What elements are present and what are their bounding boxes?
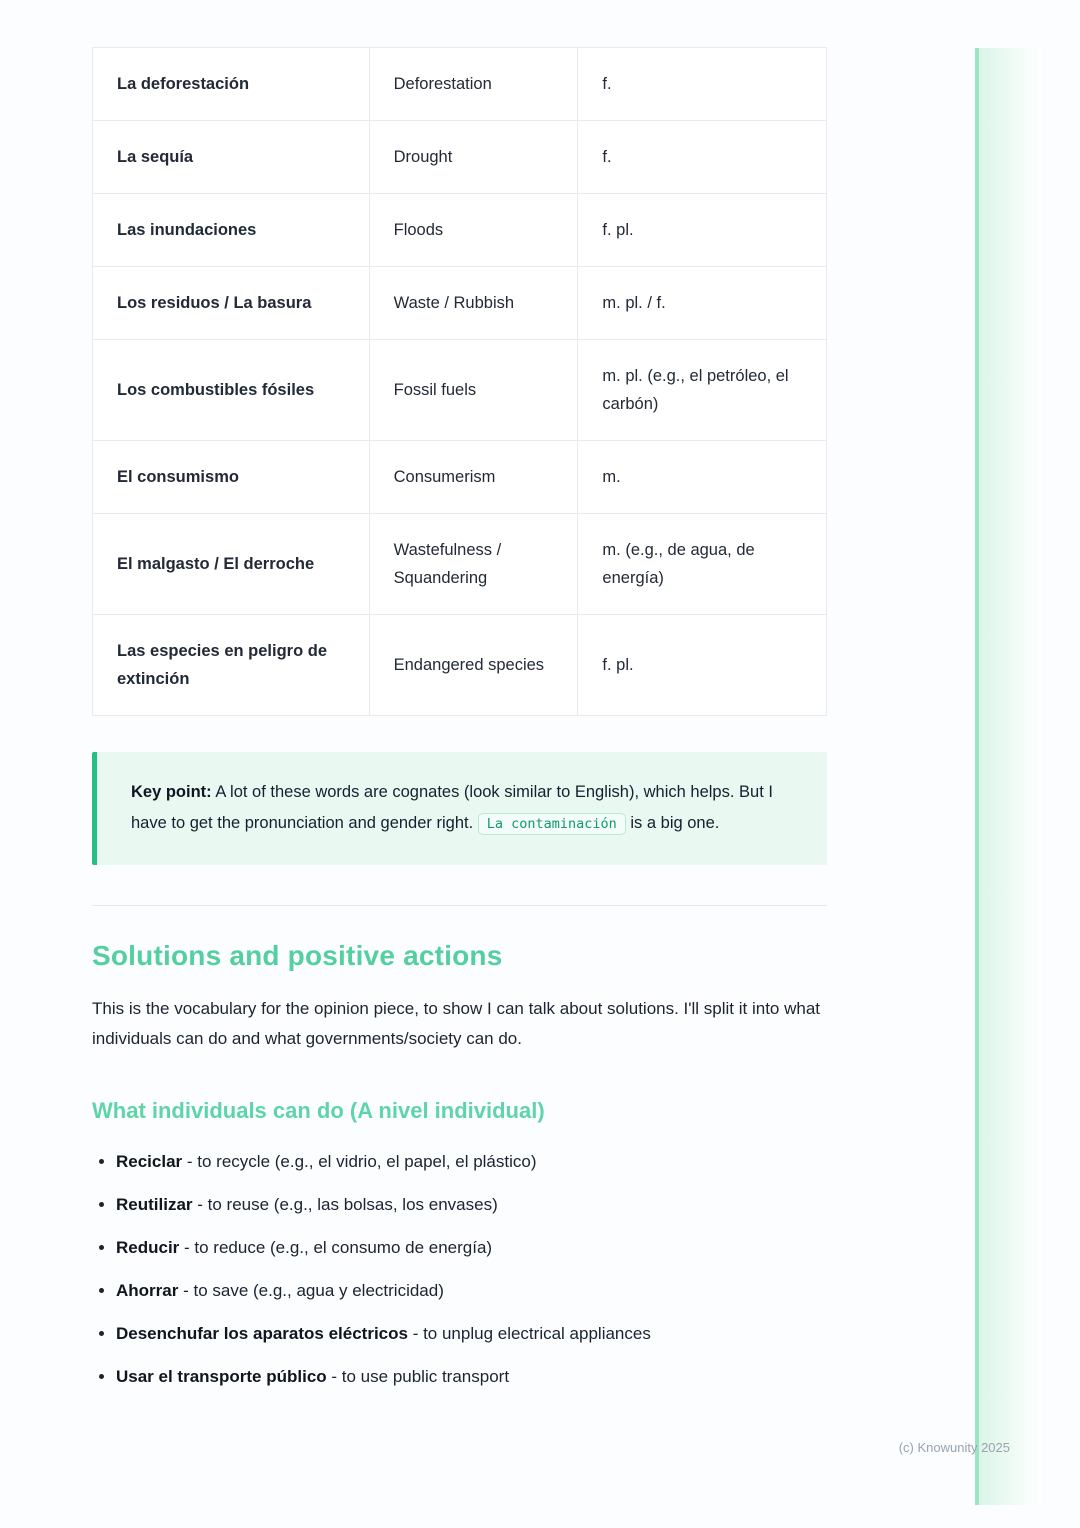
individual-actions-list [92, 1150, 827, 1389]
vocab-gender: f. [578, 48, 827, 121]
key-point-text [131, 777, 797, 840]
vocab-translation: Waste / Rubbish [369, 267, 578, 340]
page-edge-gradient [979, 48, 1041, 1505]
copyright-footer: (c) Knowunity 2025 [898, 1440, 1010, 1455]
section-divider [92, 905, 827, 906]
table-row [93, 615, 827, 716]
table-row [93, 441, 827, 514]
bullet-text: - to reuse (e.g., las bolsas, los envases) [192, 1195, 498, 1214]
bullet-term: Ahorrar [116, 1281, 179, 1300]
bullet-text: - to save (e.g., agua y electricidad) [178, 1281, 444, 1300]
vocab-term: Las inundaciones [93, 194, 370, 267]
section-intro-paragraph: This is the vocabulary for the opinion piece, to show I can talk about solutions. I'll split it into what individuals can do and what governments/society can do. [92, 999, 821, 1048]
vocab-term: Las especies en peligro de extinción [93, 615, 370, 716]
table-row [93, 48, 827, 121]
bullet-text: - to use public transport [326, 1367, 510, 1386]
vocab-gender: f. [578, 121, 827, 194]
vocab-gender: f. pl. [578, 615, 827, 716]
table-row [93, 340, 827, 441]
vocab-translation: Consumerism [369, 441, 578, 514]
vocab-translation: Endangered species [369, 615, 578, 716]
vocab-term: Los residuos / La basura [93, 267, 370, 340]
table-row [93, 121, 827, 194]
table-row [93, 267, 827, 340]
vocab-gender: m. (e.g., de agua, de energía) [578, 514, 827, 615]
vocab-gender: m. pl. / f. [578, 267, 827, 340]
vocab-translation: Wastefulness / Squandering [369, 514, 578, 615]
list-item [116, 1322, 827, 1346]
vocab-translation: Drought [369, 121, 578, 194]
table-row [93, 514, 827, 615]
vocab-translation: Fossil fuels [369, 340, 578, 441]
vocab-term: La deforestación [93, 48, 370, 121]
list-item [116, 1365, 827, 1389]
vocab-translation: Deforestation [369, 48, 578, 121]
list-item [116, 1236, 827, 1260]
bullet-text: - to recycle (e.g., el vidrio, el papel, el plástico) [182, 1152, 537, 1171]
list-item [116, 1150, 827, 1174]
vocab-term: El malgasto / El derroche [93, 514, 370, 615]
vocab-gender: m. [578, 441, 827, 514]
list-item [116, 1193, 827, 1217]
key-point-body-after: is a big one. [625, 814, 720, 832]
inline-code-chip: La contaminación [478, 813, 626, 835]
key-point-callout [92, 752, 827, 865]
section-heading: Solutions and positive actions [92, 940, 503, 971]
subsection-heading: What individuals can do (A nivel individual) [92, 1098, 545, 1123]
bullet-term: Reducir [116, 1238, 180, 1257]
table-row [93, 194, 827, 267]
bullet-term: Reutilizar [116, 1195, 193, 1214]
bullet-text: - to unplug electrical appliances [407, 1324, 651, 1343]
list-item [116, 1279, 827, 1303]
vocab-term: El consumismo [93, 441, 370, 514]
document-content [92, 47, 827, 1408]
vocabulary-table [92, 47, 827, 716]
vocab-term: Los combustibles fósiles [93, 340, 370, 441]
bullet-term: Reciclar [116, 1152, 183, 1171]
bullet-term: Usar el transporte público [116, 1367, 327, 1386]
key-point-label: Key point: [131, 783, 212, 801]
vocab-gender: m. pl. (e.g., el petróleo, el carbón) [578, 340, 827, 441]
bullet-text: - to reduce (e.g., el consumo de energía) [179, 1238, 493, 1257]
vocab-translation: Floods [369, 194, 578, 267]
bullet-term: Desenchufar los aparatos eléctricos [116, 1324, 408, 1343]
vocab-gender: f. pl. [578, 194, 827, 267]
key-point-body-before: A lot of these words are cognates (look similar to English), which helps. But I have to get the pronunciation and gender right. [131, 783, 773, 832]
vocab-term: La sequía [93, 121, 370, 194]
